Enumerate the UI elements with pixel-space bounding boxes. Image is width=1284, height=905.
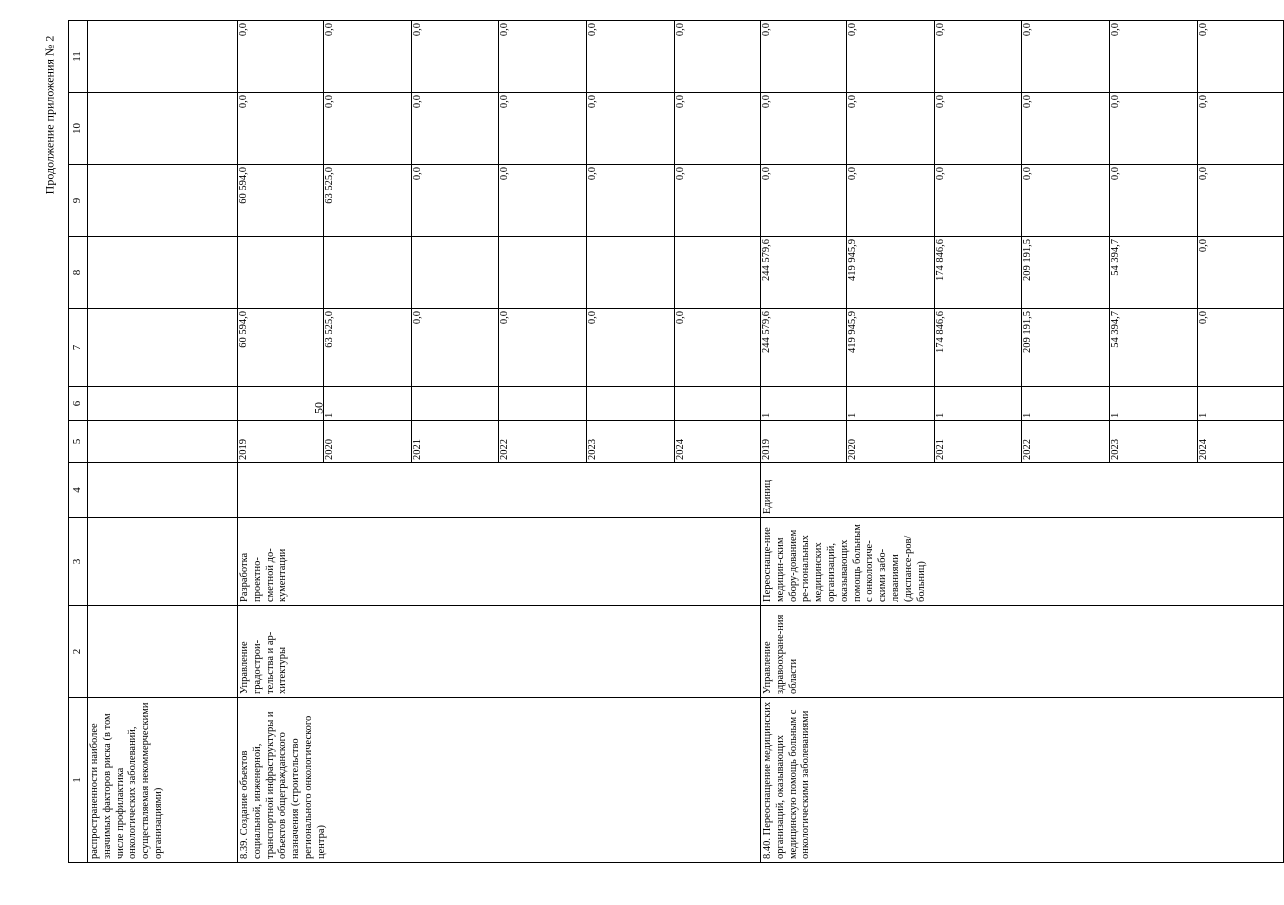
amount-value: 209 191,5	[1022, 237, 1110, 308]
amount-value: 0,0	[1198, 167, 1210, 181]
table-row	[761, 21, 1284, 863]
amount-value: 0,0	[499, 21, 587, 92]
cell-c7	[88, 309, 238, 387]
amount-value: 63 525,0	[323, 309, 411, 386]
cell-c9	[88, 165, 238, 237]
year-subtable	[238, 309, 760, 386]
amount-value: 0,0	[761, 93, 846, 164]
cell-c4	[238, 463, 761, 518]
cell-c1: распространенности наиболее значимых факторов риска (в том числе профилактика онкологических заболеваний, осуществляемая некоммерческими организациями)	[88, 698, 238, 863]
col-header: 3	[69, 518, 88, 606]
table-row	[88, 21, 238, 863]
cell-c10	[88, 93, 238, 165]
year-subtable	[238, 93, 760, 164]
amount-value: 0,0	[1110, 93, 1198, 164]
amount-value	[238, 387, 323, 420]
amount-value: 0,0	[587, 21, 675, 92]
amount-value: 0,0	[587, 165, 675, 236]
cell-c6	[88, 387, 238, 421]
amount-value	[675, 387, 760, 420]
cell-c1: 8.40. Переоснащение медицинских организаций, оказывающих медицинскую помощь больным с онкологическими заболеваниями	[761, 698, 1284, 863]
year-subtable	[238, 387, 760, 420]
cell-c7	[238, 309, 761, 387]
amount-value: 0,0	[675, 167, 687, 181]
year-value: 2024	[675, 439, 687, 460]
cell-c9	[238, 165, 761, 237]
amount-value: 244 579,6	[761, 237, 846, 308]
program-table	[68, 20, 1284, 863]
cell-c11	[761, 21, 1284, 93]
amount-value: 419 945,9	[846, 237, 934, 308]
cell-c3: Переоснаще-ние медицин-ским обору-дованием ре-гиональных медицинских организаций, оказывающих помощь больным с онкологиче-скими забо-леваниями (диспансе-ров/больниц)	[761, 518, 1284, 606]
year-subtable	[761, 309, 1283, 386]
amount-value: 1	[1022, 387, 1110, 420]
year-subtable	[761, 387, 1283, 420]
amount-value: 1	[761, 387, 846, 420]
amount-value	[587, 237, 675, 308]
amount-value: 0,0	[1022, 165, 1110, 236]
amount-value: 0,0	[1022, 93, 1110, 164]
amount-value: 0,0	[238, 93, 323, 164]
cell-c8	[238, 237, 761, 309]
amount-value: 0,0	[1198, 95, 1210, 109]
amount-value: 0,0	[1110, 21, 1198, 92]
amount-value: 1	[846, 387, 934, 420]
col-header: 9	[69, 165, 88, 237]
amount-value: 0,0	[675, 95, 687, 109]
amount-value: 54 394,7	[1110, 237, 1198, 308]
amount-value: 0,0	[1198, 311, 1210, 325]
cell-c6	[761, 387, 1284, 421]
year-value: 2019	[761, 421, 846, 462]
year-subtable	[238, 421, 760, 462]
year-subtable	[761, 421, 1283, 462]
cell-c3	[88, 518, 238, 606]
cell-c9	[761, 165, 1284, 237]
year-subtable	[238, 21, 760, 92]
col-header: 11	[69, 21, 88, 93]
year-value: 2020	[846, 421, 934, 462]
year-value: 2022	[1022, 421, 1110, 462]
cell-years	[761, 421, 1284, 463]
year-subtable	[238, 165, 760, 236]
cell-c10	[238, 93, 761, 165]
amount-value: 0,0	[761, 165, 846, 236]
table-wrapper	[68, 21, 1210, 863]
amount-value: 174 846,6	[934, 309, 1022, 386]
amount-value: 60 594,0	[238, 165, 323, 236]
cell-c7	[761, 309, 1284, 387]
amount-value: 0,0	[587, 309, 675, 386]
amount-value: 0,0	[499, 93, 587, 164]
cell-c3: Разработка проектно-сметной до-кументации	[238, 518, 761, 606]
amount-value: 0,0	[323, 93, 411, 164]
amount-value: 0,0	[411, 309, 499, 386]
amount-value: 54 394,7	[1110, 309, 1198, 386]
amount-value: 0,0	[934, 93, 1022, 164]
amount-value: 0,0	[411, 93, 499, 164]
amount-value: 0,0	[587, 93, 675, 164]
amount-value: 1	[934, 387, 1022, 420]
amount-value: 174 846,6	[934, 237, 1022, 308]
cell-c11	[238, 21, 761, 93]
amount-value: 63 525,0	[323, 165, 411, 236]
amount-value: 0,0	[846, 93, 934, 164]
cell-c6	[238, 387, 761, 421]
year-subtable	[761, 93, 1283, 164]
cell-c4: Единиц	[761, 463, 1284, 518]
year-value: 2024	[1198, 439, 1210, 460]
cell-c8	[88, 237, 238, 309]
year-value: 2021	[934, 421, 1022, 462]
amount-value: 0,0	[1022, 21, 1110, 92]
amount-value: 0,0	[323, 21, 411, 92]
cell-c4	[88, 463, 238, 518]
cell-c2: Управление градострои-тельства и ар-хитектуры	[238, 606, 761, 698]
year-value: 2023	[1110, 421, 1198, 462]
col-header: 5	[69, 421, 88, 463]
amount-value: 0,0	[675, 311, 687, 325]
amount-value	[411, 387, 499, 420]
cell-c2	[88, 606, 238, 698]
col-header: 8	[69, 237, 88, 309]
amount-value: 0,0	[411, 21, 499, 92]
year-value: 2019	[238, 421, 323, 462]
amount-value: 0,0	[1110, 165, 1198, 236]
cell-c2: Управление здравоохране-ния области	[761, 606, 1284, 698]
amount-value: 0,0	[761, 21, 846, 92]
amount-value	[499, 387, 587, 420]
header-row	[69, 21, 88, 863]
amount-value: 0,0	[238, 21, 323, 92]
amount-value	[675, 237, 760, 308]
col-header: 6	[69, 387, 88, 421]
amount-value	[499, 237, 587, 308]
amount-value: 1	[1198, 412, 1210, 418]
cell-years	[238, 421, 761, 463]
amount-value: 0,0	[846, 165, 934, 236]
amount-value: 0,0	[934, 165, 1022, 236]
amount-value	[587, 387, 675, 420]
amount-value: 209 191,5	[1022, 309, 1110, 386]
year-subtable	[761, 21, 1283, 92]
amount-value: 60 594,0	[238, 309, 323, 386]
amount-value: 0,0	[934, 21, 1022, 92]
col-header: 10	[69, 93, 88, 165]
cell-years	[88, 421, 238, 463]
amount-value: 0,0	[1198, 239, 1210, 253]
page-number: 50	[311, 402, 326, 414]
cell-c10	[761, 93, 1284, 165]
amount-value: 419 945,9	[846, 309, 934, 386]
col-header: 1	[69, 698, 88, 863]
col-header: 4	[69, 463, 88, 518]
year-subtable	[238, 237, 760, 308]
year-value: 2022	[499, 421, 587, 462]
amount-value	[323, 237, 411, 308]
amount-value: 0,0	[1198, 23, 1210, 37]
cell-c8	[761, 237, 1284, 309]
col-header: 7	[69, 309, 88, 387]
amount-value	[238, 237, 323, 308]
cell-c1: 8.39. Создание объектов социальной, инженерной, транспортной инфраструктуры и объектов общегражданского назначения (строительство регионального онкологического центра)	[238, 698, 761, 863]
col-header: 2	[69, 606, 88, 698]
table-row	[238, 21, 761, 863]
year-subtable	[761, 237, 1283, 308]
cell-c11	[88, 21, 238, 93]
amount-value: 0,0	[499, 165, 587, 236]
amount-value: 1	[323, 387, 411, 420]
year-value: 2020	[323, 421, 411, 462]
amount-value: 0,0	[411, 165, 499, 236]
year-value: 2021	[411, 421, 499, 462]
amount-value: 244 579,6	[761, 309, 846, 386]
amount-value: 0,0	[499, 309, 587, 386]
amount-value	[411, 237, 499, 308]
amount-value: 0,0	[846, 21, 934, 92]
amount-value: 0,0	[675, 23, 687, 37]
year-subtable	[761, 165, 1283, 236]
year-value: 2023	[587, 421, 675, 462]
amount-value: 1	[1110, 387, 1198, 420]
continuation-caption: Продолжение приложения № 2	[42, 35, 57, 195]
